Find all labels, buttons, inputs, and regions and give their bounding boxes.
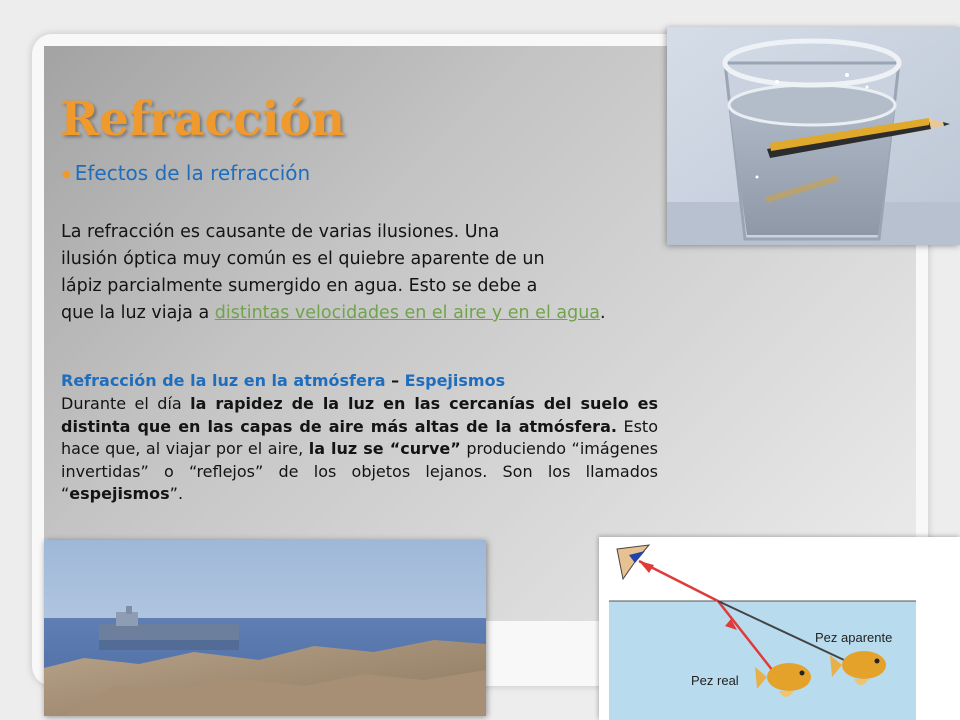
mirage-text: ”. [169, 484, 184, 503]
mirage-bold-text: la rapidez de la luz en las cercanías del suelo es distinta que en las capas de aire más altas de la atmósfera. [61, 394, 659, 436]
intro-line: lápiz parcialmente sumergido en agua. Esto se debe a [61, 276, 538, 296]
mirage-text: Esto hace que, al viajar por el aire, [61, 416, 658, 458]
intro-end: . [600, 303, 606, 323]
slide-title: Refracción [60, 92, 346, 147]
bullet-icon: ● [62, 169, 71, 180]
section-heading [61, 371, 661, 390]
intro-line: que la luz viaja a [61, 303, 215, 323]
mirage-bold-text: la luz se “curve” [308, 439, 461, 458]
sea-mirage-photo [44, 540, 486, 716]
intro-line: ilusión óptica muy común es el quiebre aparente de un [61, 249, 545, 269]
intro-line: La refracción es causante de varias ilusiones. Una [61, 222, 500, 242]
mirage-paragraph [61, 393, 658, 506]
label-apparent-fish: Pez aparente [815, 630, 893, 645]
subheading [62, 161, 310, 185]
subheading-text: Efectos de la refracción [74, 161, 311, 185]
intro-paragraph [61, 219, 661, 327]
mirage-bold-text: espejismos [69, 484, 170, 503]
section-heading-main: Refracción de la luz en la atmósfera [61, 371, 386, 390]
pencil-in-glass-photo [667, 27, 960, 245]
mirage-text: produciendo “imágenes invertidas” o “reflejos” de los objetos lejanos. Son los llamados “ [61, 439, 658, 503]
section-heading-dash: – [385, 371, 405, 390]
fish-refraction-diagram [599, 537, 960, 720]
speed-link[interactable]: distintas velocidades en el aire y en el agua [214, 303, 601, 323]
label-real-fish: Pez real [691, 673, 739, 688]
section-heading-mirage: Espejismos [404, 371, 506, 390]
mirage-text: Durante el día [61, 394, 191, 413]
